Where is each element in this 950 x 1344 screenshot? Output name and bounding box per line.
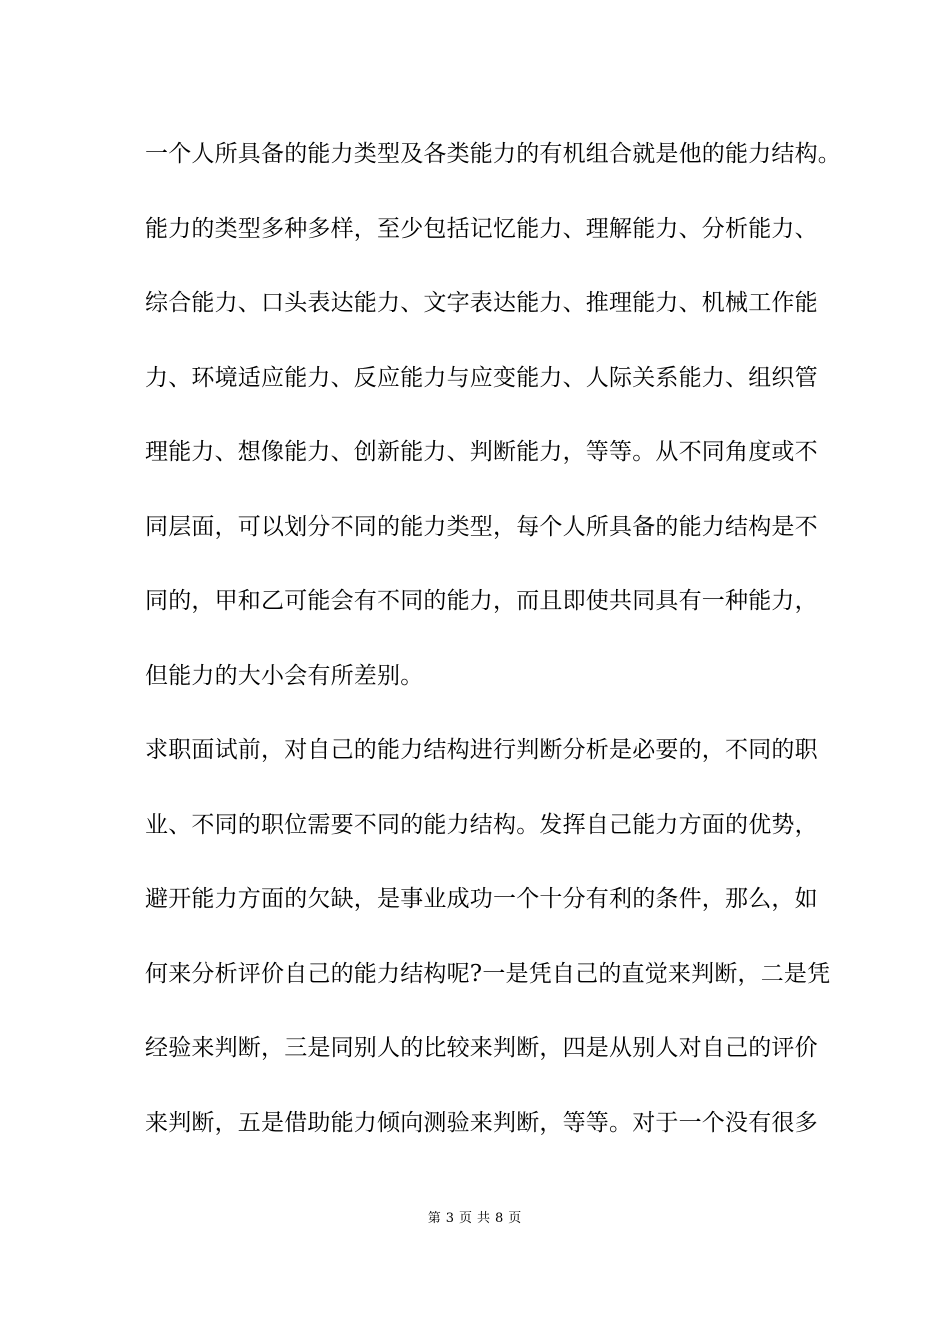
text-line: 同的，甲和乙可能会有不同的能力，而且即使共同具有一种能力，: [145, 588, 818, 614]
page-footer: [0, 1207, 950, 1226]
body-text: [145, 128, 841, 1171]
footer-page-unit: 页: [458, 1211, 473, 1226]
text-line: 避开能力方面的欠缺，是事业成功一个十分有利的条件，那么，如: [145, 886, 818, 912]
text-line: 能力的类型多种多样，至少包括记忆能力、理解能力、分析能力、: [145, 215, 818, 242]
text-line: 业、不同的职位需要不同的能力结构。发挥自己能力方面的优势，: [145, 811, 818, 838]
text-line: 一个人所具备的能力类型及各类能力的有机组合就是他的能力结构。: [145, 141, 841, 167]
text-line: 但能力的大小会有所差别。: [145, 662, 424, 689]
footer-total-label: 共: [477, 1211, 492, 1226]
footer-current-page: 3: [445, 1211, 455, 1226]
text-line: 理能力、想像能力、创新能力、判断能力，等等。从不同角度或不: [145, 439, 818, 465]
text-line: 力、环境适应能力、反应能力与应变能力、人际关系能力、组织管: [145, 364, 818, 391]
text-line: 何来分析评价自己的能力结构呢?一是凭自己的直觉来判断，二是凭: [145, 960, 831, 987]
footer-suffix: 页: [508, 1211, 523, 1226]
text-line: 来判断，五是借助能力倾向测验来判断，等等。对于一个没有很多: [145, 1109, 818, 1136]
text-line: 经验来判断，三是同别人的比较来判断，四是从别人对自己的评价: [145, 1035, 818, 1061]
text-line: 求职面试前，对自己的能力结构进行判断分析是必要的，不同的职: [145, 737, 818, 763]
text-line: 综合能力、口头表达能力、文字表达能力、推理能力、机械工作能: [145, 290, 818, 316]
footer-total-pages: 8: [495, 1211, 505, 1226]
text-line: 同层面，可以划分不同的能力类型，每个人所具备的能力结构是不: [145, 513, 818, 540]
footer-prefix: 第: [427, 1211, 442, 1226]
